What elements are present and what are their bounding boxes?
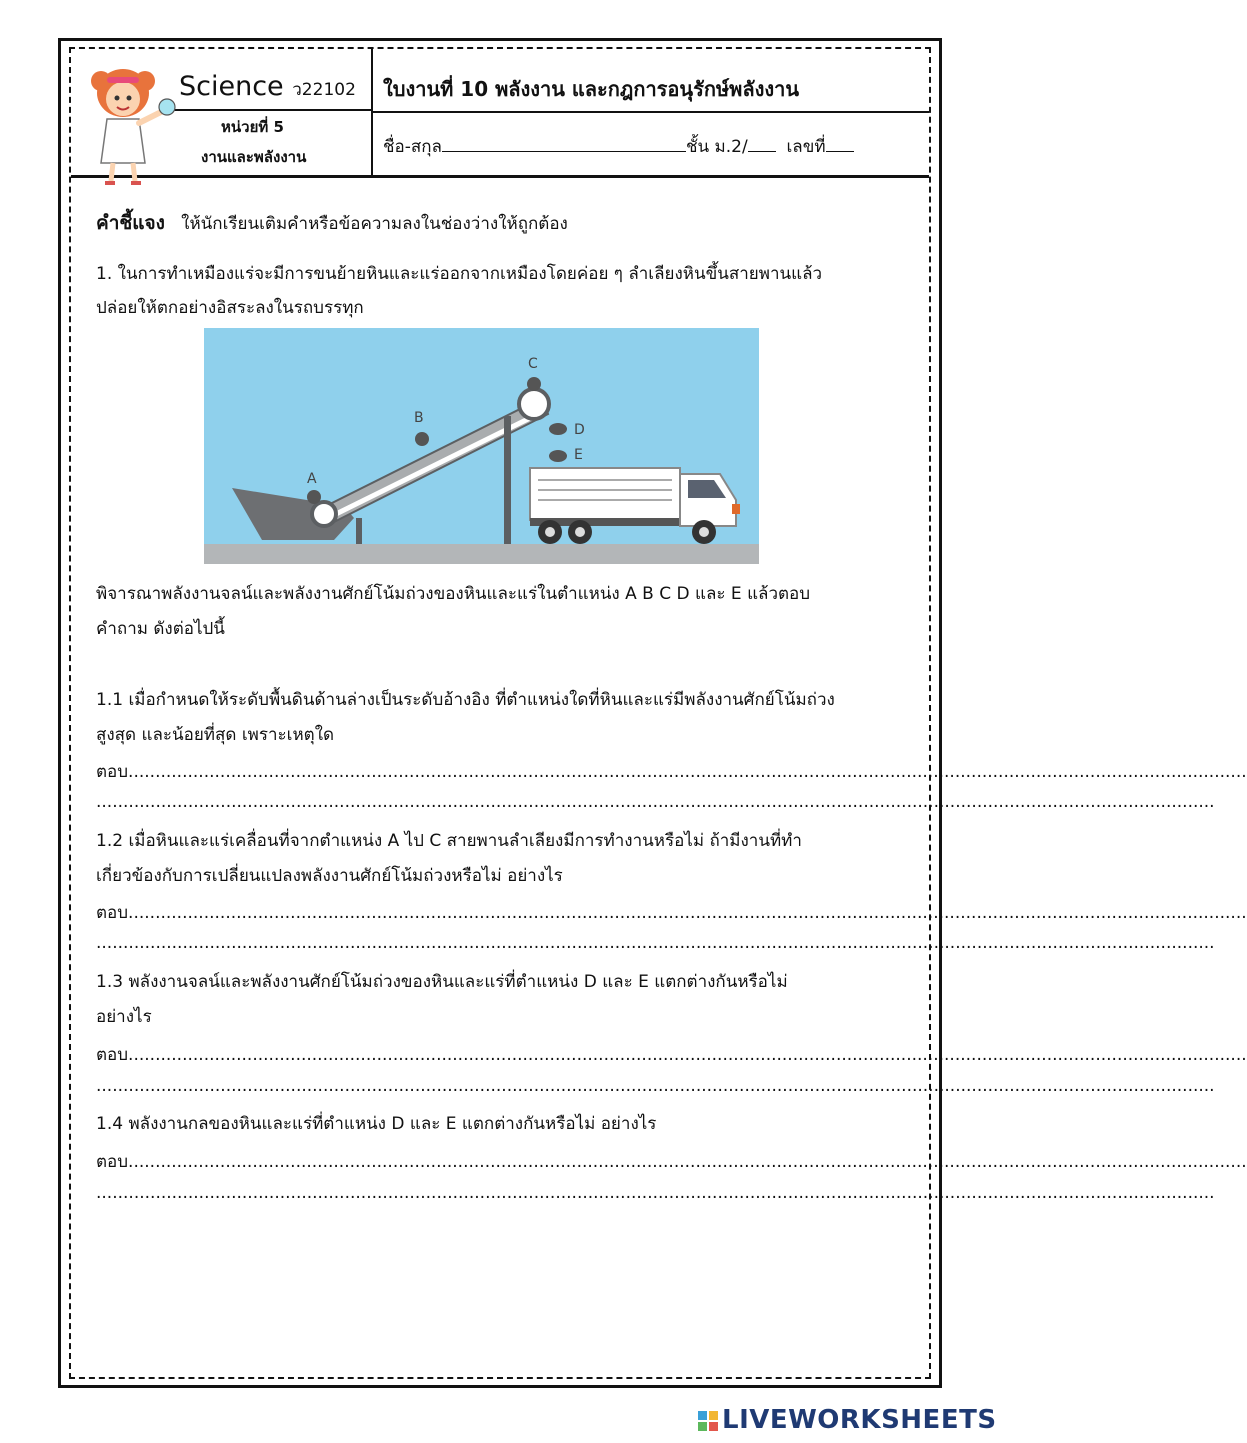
science-label: Science [179, 71, 284, 102]
answer-dots: ............................................................................................................................................................................................................... [96, 1076, 1215, 1096]
logo-text: LIVEWORKSHEETS [722, 1405, 997, 1435]
course-title [179, 71, 356, 103]
instructions-text: ให้นักเรียนเติมคำหรือข้อความลงในช่องว่างให้ถูกต้อง [181, 214, 568, 234]
figure-ground [204, 544, 759, 564]
answer-dots: ............................................................................................................................................................................................................... [96, 933, 1215, 953]
answer-dots: ............................................................................................................................................................................................................... [128, 762, 1247, 782]
class-field[interactable] [748, 137, 776, 152]
answer-dots: ............................................................................................................................................................................................................... [96, 1183, 1215, 1203]
answer-label: ตอบ [96, 1045, 129, 1065]
unit-number: หน่วยที่ 5 [221, 118, 284, 136]
label-e: E [574, 447, 583, 463]
conveyor-support [504, 416, 511, 544]
answer-dots: ............................................................................................................................................................................................................... [128, 903, 1247, 923]
mining-conveyor-figure [204, 328, 759, 564]
label-d: D [574, 422, 585, 438]
answer-label: ตอบ [96, 762, 129, 782]
number-label: เลขที่ [786, 137, 826, 157]
consider-line1: พิจารณาพลังงานจลน์และพลังงานศักย์โน้มถ่วงของหินและแร่ในตำแหน่ง A B C D และ E แล้วตอบ [96, 584, 811, 604]
scientist-girl-icon [83, 63, 179, 187]
student-info-row [383, 133, 854, 160]
question-1-1-line1: 1.1 เมื่อกำหนดให้ระดับพื้นดินด้านล่างเป็นระดับอ้างอิง ที่ตำแหน่งใดที่หินและแร่มีพลังงานศักย์โน้มถ่วง [96, 690, 835, 710]
question-1-2-line2: เกี่ยวข้องกับการเปลี่ยนแปลงพลังงานศักย์โน้มถ่วงหรือไม่ อย่างไร [96, 866, 563, 886]
worksheet-title: ใบงานที่ 10 พลังงาน และกฎการอนุรักษ์พลังงาน [383, 77, 800, 101]
question-1-1-line2: สูงสุด และน้อยที่สุด เพราะเหตุใด [96, 725, 335, 745]
dashed-border [69, 47, 931, 1379]
bottom-pulley [312, 502, 336, 526]
header-bottom-rule [71, 175, 929, 178]
unit-divider [173, 109, 371, 111]
course-code: ว22102 [292, 80, 356, 100]
answer-1-4-line2[interactable] [96, 1183, 1215, 1203]
answer-1-1-line2[interactable] [96, 792, 1215, 812]
top-pulley [519, 389, 549, 419]
question-1-4-line1: 1.4 พลังงานกลของหินและแร่ที่ตำแหน่ง D และ E แตกต่างกันหรือไม่ อย่างไร [96, 1114, 657, 1134]
number-field[interactable] [826, 137, 854, 152]
q1-line2: ปล่อยให้ตกอย่างอิสระลงในรถบรรทุก [96, 298, 364, 318]
question-1-2-line1: 1.2 เมื่อหินและแร่เคลื่อนที่จากตำแหน่ง A ไป C สายพานลำเลียงมีการทำงานหรือไม่ ถ้ามีงานที่ทำ [96, 831, 802, 851]
answer-1-1-line1[interactable] [96, 758, 1247, 785]
answer-1-3-line1[interactable] [96, 1041, 1247, 1068]
answer-1-4-line1[interactable] [96, 1148, 1247, 1175]
answer-1-2-line2[interactable] [96, 933, 1215, 953]
label-b: B [414, 410, 424, 426]
label-a: A [307, 471, 317, 487]
liveworksheets-logo[interactable] [698, 1405, 997, 1435]
answer-dots: ............................................................................................................................................................................................................... [128, 1152, 1247, 1172]
name-field[interactable] [442, 137, 686, 152]
unit-title: งานและพลังงาน [201, 148, 307, 166]
instructions-label: คำชี้แจง [96, 212, 165, 234]
class-label: ชั้น ม.2/ [685, 137, 748, 157]
consider-line2: คำถาม ดังต่อไปนี้ [96, 619, 225, 639]
instructions [96, 208, 568, 238]
answer-dots: ............................................................................................................................................................................................................... [96, 792, 1215, 812]
question-1-3-line1: 1.3 พลังงานจลน์และพลังงานศักย์โน้มถ่วงของหินและแร่ที่ตำแหน่ง D และ E แตกต่างกันหรือไม่ [96, 972, 788, 992]
answer-dots: ............................................................................................................................................................................................................... [128, 1045, 1247, 1065]
header-row-divider [371, 111, 929, 113]
name-label: ชื่อ-สกุล [383, 137, 442, 157]
answer-label: ตอบ [96, 1152, 129, 1172]
answer-label: ตอบ [96, 903, 129, 923]
answer-1-2-line1[interactable] [96, 899, 1247, 926]
q1-line1: 1. ในการทำเหมืองแร่จะมีการขนย้ายหินและแร่ออกจากเหมืองโดยค่อย ๆ ลำเลียงหินขึ้นสายพานแล้ว [96, 264, 823, 284]
answer-1-3-line2[interactable] [96, 1076, 1215, 1096]
question-1-3-line2: อย่างไร [96, 1007, 152, 1027]
liveworksheets-logo-icon [698, 1411, 718, 1431]
label-c: C [528, 356, 538, 372]
